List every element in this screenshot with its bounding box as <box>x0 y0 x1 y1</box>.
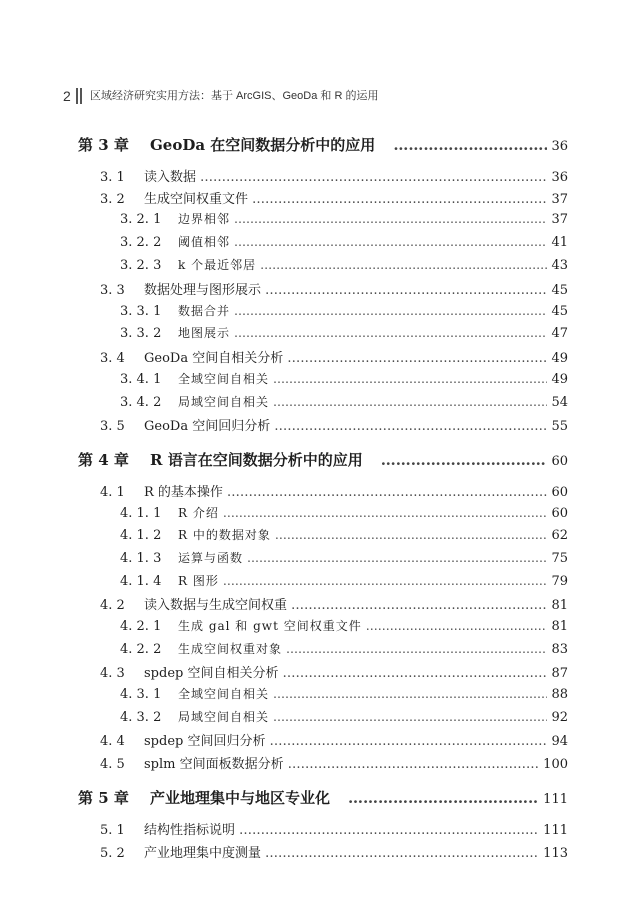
toc-entry-number: 3. 1 <box>100 170 125 185</box>
toc-entry-title: GeoDa 在空间数据分析中的应用 <box>150 136 376 154</box>
toc-entry-page: 87 <box>551 666 568 681</box>
dot-leader <box>247 551 547 565</box>
toc-entry-page: 36 <box>551 170 568 185</box>
toc-subsection[interactable] <box>120 640 568 657</box>
toc-entry-title: 局域空间自相关 <box>178 710 270 724</box>
toc-entry-page: 60 <box>551 485 568 500</box>
toc-entry-number: 4. 2. 1 <box>120 619 162 634</box>
toc-entry-page: 81 <box>551 598 568 613</box>
toc-entry-number: 3. 4 <box>100 351 125 366</box>
toc-entry-title: splm 空间面板数据分析 <box>144 757 284 772</box>
toc-entry-title: 读入数据与生成空间权重 <box>144 598 288 613</box>
toc-entry-page: 88 <box>551 687 568 702</box>
dot-leader <box>286 642 547 656</box>
toc-entry-title: 全域空间自相关 <box>178 372 270 386</box>
toc-entry-title: 结构性指标说明 <box>144 823 236 838</box>
toc-entry-title: 全域空间自相关 <box>178 687 270 701</box>
toc-chapter[interactable] <box>78 787 568 808</box>
toc-entry-page: 79 <box>551 574 568 589</box>
dot-leader <box>252 192 547 207</box>
dot-leader <box>265 846 539 861</box>
dot-leader <box>273 395 547 409</box>
toc-entry-title: R 中的数据对象 <box>178 528 271 542</box>
toc-entry-number: 第 5 章 <box>78 789 129 807</box>
dot-leader <box>234 326 547 340</box>
toc-entry-number: 3. 3. 2 <box>120 326 162 341</box>
toc-entry-number: 4. 2. 2 <box>120 642 162 657</box>
toc-entry-title: 阈值相邻 <box>178 235 231 249</box>
toc-entry-page: 37 <box>551 192 568 207</box>
toc-entry-page: 81 <box>551 619 568 634</box>
dot-leader <box>291 598 547 613</box>
toc-entry-page: 111 <box>543 792 568 807</box>
dot-leader <box>273 687 547 701</box>
toc-entry-number: 3. 2. 2 <box>120 235 162 250</box>
toc-entry-number: 4. 3. 2 <box>120 710 162 725</box>
toc-subsection[interactable] <box>120 393 568 410</box>
dot-leader <box>381 451 548 469</box>
toc-entry-page: 41 <box>551 235 568 250</box>
toc-entry-number: 4. 5 <box>100 757 125 772</box>
dot-leader <box>227 485 548 500</box>
toc-entry-title: 产业地理集中与地区专业化 <box>150 789 331 807</box>
book-title: 区域经济研究实用方法：基于 ArcGIS、GeoDa 和 R 的运用 <box>90 90 379 102</box>
toc-entry-title: 运算与函数 <box>178 551 244 565</box>
toc-subsection[interactable] <box>120 617 568 634</box>
toc-entry-page: 113 <box>543 846 568 861</box>
toc-entry-title: GeoDa 空间回归分析 <box>144 419 271 434</box>
toc-entry-page: 37 <box>551 212 568 227</box>
toc-section[interactable] <box>100 279 568 298</box>
header-divider <box>76 88 78 104</box>
toc-entry-page: 75 <box>551 551 568 566</box>
toc-entry-number: 4. 1. 2 <box>120 528 162 543</box>
toc-entry-number: 3. 5 <box>100 419 125 434</box>
toc-section[interactable] <box>100 347 568 366</box>
dot-leader <box>234 235 547 249</box>
toc-entry-number: 4. 3 <box>100 666 125 681</box>
toc-subsection[interactable] <box>120 526 568 543</box>
toc-entry-page: 94 <box>551 734 568 749</box>
toc-subsection[interactable] <box>120 572 568 589</box>
toc-section[interactable] <box>100 753 568 772</box>
toc-entry-number: 4. 1. 3 <box>120 551 162 566</box>
toc-entry-title: 生成 gal 和 gwt 空间权重文件 <box>178 619 362 633</box>
toc-entry-page: 45 <box>551 304 568 319</box>
dot-leader <box>348 789 539 807</box>
dot-leader <box>234 212 547 226</box>
toc-section[interactable] <box>100 819 568 838</box>
toc-entry-title: 地图展示 <box>178 326 231 340</box>
toc-entry-page: 45 <box>551 283 568 298</box>
toc-entry-page: 111 <box>543 823 568 838</box>
toc-entry-page: 47 <box>551 326 568 341</box>
toc-chapter[interactable] <box>78 134 568 155</box>
header-divider-second <box>80 88 82 104</box>
toc-entry-title: 数据处理与图形展示 <box>144 283 262 298</box>
dot-leader <box>393 136 547 154</box>
toc-chapter[interactable] <box>78 449 568 470</box>
toc-entry-number: 3. 4. 2 <box>120 395 162 410</box>
toc-entry-page: 60 <box>551 454 568 469</box>
toc-entry-page: 54 <box>551 395 568 410</box>
toc-entry-page: 62 <box>551 528 568 543</box>
dot-leader <box>288 757 540 772</box>
toc-entry-title: 局域空间自相关 <box>178 395 270 409</box>
toc-subsection[interactable] <box>120 256 568 273</box>
dot-leader <box>287 351 547 366</box>
toc-subsection[interactable] <box>120 302 568 319</box>
toc-section[interactable] <box>100 662 568 681</box>
toc-entry-title: 读入数据 <box>144 170 197 185</box>
toc-entry-title: 生成空间权重文件 <box>144 192 249 207</box>
toc-entry-title: 产业地理集中度测量 <box>144 846 262 861</box>
dot-leader <box>274 419 547 434</box>
dot-leader <box>275 528 548 542</box>
dot-leader <box>265 283 547 298</box>
toc-subsection[interactable] <box>120 549 568 566</box>
toc-section[interactable] <box>100 730 568 749</box>
dot-leader <box>269 734 547 749</box>
toc-entry-title: 生成空间权重对象 <box>178 642 283 656</box>
toc-entry-number: 3. 2. 1 <box>120 212 162 227</box>
toc-section[interactable] <box>100 166 568 185</box>
toc-entry-title: R 的基本操作 <box>144 485 223 500</box>
toc-entry-title: spdep 空间回归分析 <box>144 734 266 749</box>
toc-subsection[interactable] <box>120 708 568 725</box>
toc-entry-title: GeoDa 空间自相关分析 <box>144 351 284 366</box>
dot-leader <box>273 372 547 386</box>
toc-entry-page: 36 <box>551 139 568 154</box>
toc-entry-number: 4. 3. 1 <box>120 687 162 702</box>
toc-entry-title: k 个最近邻居 <box>178 258 257 272</box>
toc-entry-number: 4. 4 <box>100 734 125 749</box>
toc-subsection[interactable] <box>120 233 568 250</box>
toc-entry-title: R 图形 <box>178 574 219 588</box>
toc-entry-number: 3. 2. 3 <box>120 258 162 273</box>
toc-subsection[interactable] <box>120 685 568 702</box>
toc-section[interactable] <box>100 594 568 613</box>
toc-section[interactable] <box>100 188 568 207</box>
dot-leader <box>223 574 548 588</box>
toc-entry-title: R 介绍 <box>178 506 219 520</box>
toc-subsection[interactable] <box>120 210 568 227</box>
dot-leader <box>366 619 548 633</box>
dot-leader <box>200 170 547 185</box>
dot-leader <box>282 666 547 681</box>
toc-entry-page: 92 <box>551 710 568 725</box>
toc-entry-number: 3. 2 <box>100 192 125 207</box>
toc-entry-number: 4. 1. 4 <box>120 574 162 589</box>
toc-subsection[interactable] <box>120 324 568 341</box>
toc-entry-number: 3. 4. 1 <box>120 372 162 387</box>
toc-entry-number: 3. 3. 1 <box>120 304 162 319</box>
toc-entry-number: 5. 1 <box>100 823 125 838</box>
toc-entry-number: 4. 1 <box>100 485 125 500</box>
toc-entry-title: R 语言在空间数据分析中的应用 <box>150 451 363 469</box>
dot-leader <box>273 710 547 724</box>
toc-entry-number: 5. 2 <box>100 846 125 861</box>
toc-subsection[interactable] <box>120 370 568 387</box>
toc-section[interactable] <box>100 842 568 861</box>
dot-leader <box>239 823 539 838</box>
toc-entry-number: 4. 2 <box>100 598 125 613</box>
toc-entry-page: 43 <box>551 258 568 273</box>
toc-section[interactable] <box>100 481 568 500</box>
dot-leader <box>234 304 547 318</box>
dot-leader <box>260 258 547 272</box>
toc-subsection[interactable] <box>120 504 568 521</box>
toc-entry-page: 49 <box>551 351 568 366</box>
toc-entry-title: 数据合并 <box>178 304 231 318</box>
running-header <box>0 86 628 106</box>
toc-entry-number: 3. 3 <box>100 283 125 298</box>
toc-entry-page: 83 <box>551 642 568 657</box>
toc-entry-page: 49 <box>551 372 568 387</box>
toc-section[interactable] <box>100 415 568 434</box>
toc-entry-title: spdep 空间自相关分析 <box>144 666 279 681</box>
toc-entry-number: 4. 1. 1 <box>120 506 162 521</box>
toc-entry-title: 边界相邻 <box>178 212 231 226</box>
toc-entry-page: 60 <box>551 506 568 521</box>
page-number: 2 <box>63 88 71 104</box>
toc-entry-number: 第 4 章 <box>78 451 129 469</box>
dot-leader <box>223 506 548 520</box>
toc-entry-page: 55 <box>551 419 568 434</box>
toc-entry-number: 第 3 章 <box>78 136 129 154</box>
toc-entry-page: 100 <box>543 757 568 772</box>
